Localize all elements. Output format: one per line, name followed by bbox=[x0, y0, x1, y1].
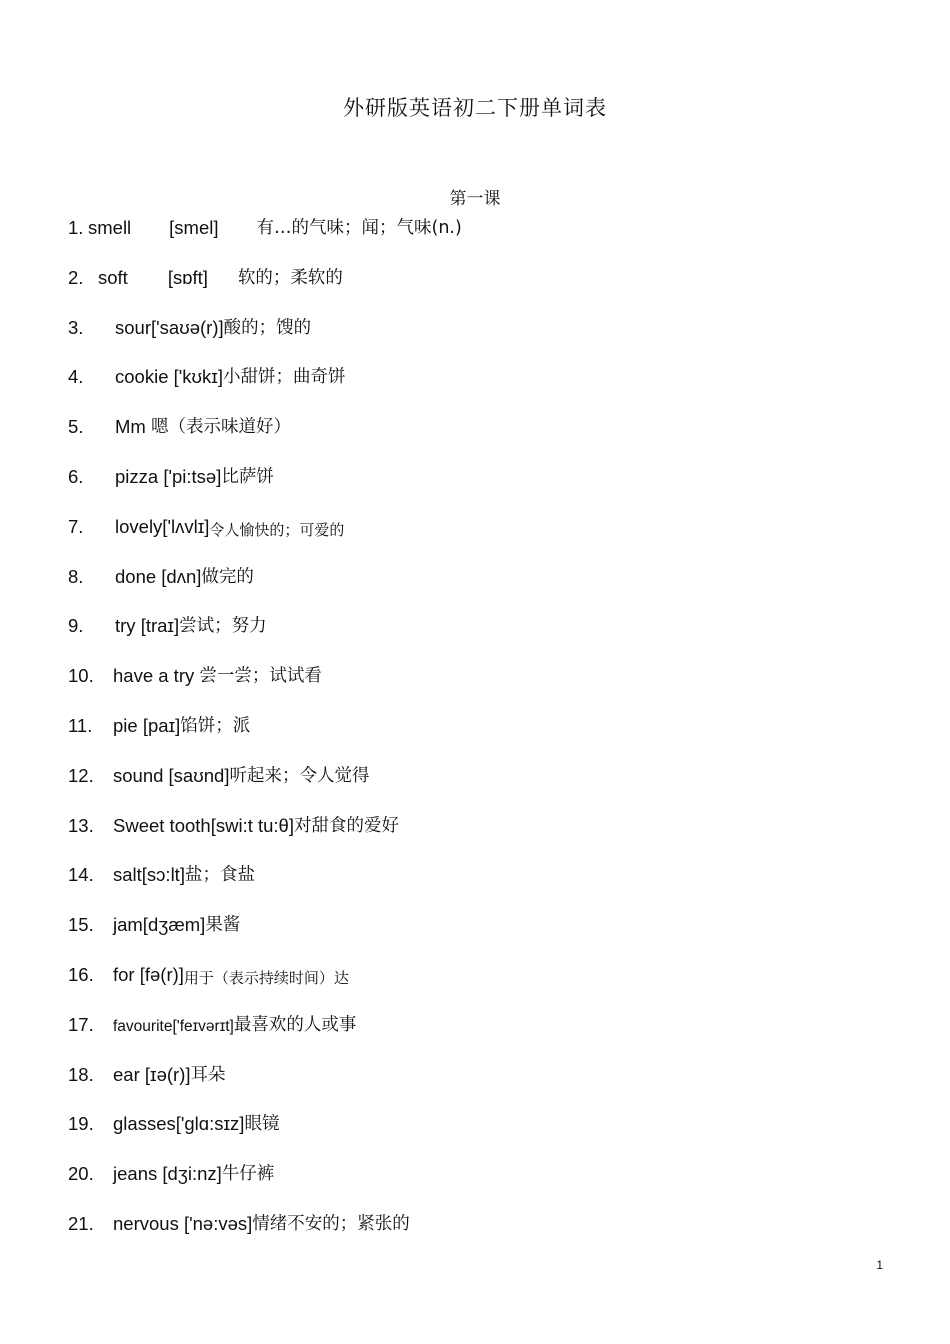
item-number: 3. bbox=[68, 316, 84, 338]
item-meaning: 尝一尝；试试看 bbox=[199, 666, 322, 687]
item-number: 20. bbox=[68, 1163, 94, 1185]
item-number: 13. bbox=[68, 814, 94, 836]
item-number: 15. bbox=[68, 914, 94, 936]
item-meaning: 眼镜 bbox=[244, 1114, 280, 1135]
item-word: Sweet tooth[swi:t tu:θ] bbox=[113, 814, 294, 836]
item-word: sound [saʊnd] bbox=[113, 764, 230, 786]
item-word: cookie ['kʊkɪ] bbox=[115, 366, 224, 388]
item-meaning: 果酱 bbox=[205, 915, 241, 936]
page-title: 外研版英语初二下册单词表 bbox=[343, 96, 607, 120]
item-word: favourite['feɪvərɪt] bbox=[113, 1017, 234, 1035]
list-item bbox=[68, 1160, 910, 1210]
item-meaning: 馅饼；派 bbox=[180, 715, 251, 736]
item-meaning: 耳朵 bbox=[190, 1064, 226, 1085]
list-item bbox=[68, 264, 910, 314]
item-word: soft bbox=[98, 266, 128, 288]
list-item bbox=[68, 314, 910, 364]
list-item bbox=[68, 961, 910, 1011]
item-meaning: 最喜欢的人或事 bbox=[233, 1014, 357, 1035]
item-number: 19. bbox=[68, 1113, 94, 1135]
item-number: 1. bbox=[68, 217, 84, 238]
item-number: 6. bbox=[68, 465, 84, 487]
list-item bbox=[68, 413, 910, 463]
item-number: 16. bbox=[68, 963, 94, 985]
item-number: 21. bbox=[68, 1212, 94, 1234]
item-word: pie [paɪ] bbox=[113, 714, 181, 736]
item-word: jam[dʒæm] bbox=[113, 914, 206, 936]
item-number: 9. bbox=[68, 615, 84, 637]
item-meaning: 小甜饼；曲奇饼 bbox=[223, 367, 346, 388]
list-item bbox=[68, 1011, 910, 1061]
list-item bbox=[68, 1210, 910, 1260]
item-meaning: 盐；食盐 bbox=[184, 865, 255, 886]
list-item bbox=[68, 612, 910, 662]
word-list bbox=[68, 214, 910, 1260]
item-word: have a try bbox=[113, 665, 200, 687]
list-item bbox=[68, 463, 910, 513]
section-title: 第一课 bbox=[449, 189, 501, 209]
list-item bbox=[68, 513, 910, 563]
item-word: lovely['lʌvlɪ] bbox=[115, 515, 210, 537]
item-number: 18. bbox=[68, 1063, 94, 1085]
item-word: smell bbox=[88, 217, 132, 238]
list-item bbox=[68, 563, 910, 613]
item-meaning: 牛仔裤 bbox=[221, 1164, 275, 1185]
item-meaning: 对甜食的爱好 bbox=[293, 815, 399, 836]
page-number: 1 bbox=[876, 1258, 883, 1272]
list-item bbox=[68, 911, 910, 961]
list-item bbox=[68, 1061, 910, 1111]
list-item bbox=[68, 662, 910, 712]
item-meaning: 用于（表示持续时间）达 bbox=[183, 968, 349, 987]
item-number: 5. bbox=[68, 416, 84, 438]
item-number: 11. bbox=[68, 714, 93, 736]
item-number: 7. bbox=[68, 515, 84, 537]
item-number: 8. bbox=[68, 565, 84, 587]
item-meaning: 做完的 bbox=[201, 566, 254, 587]
item-meaning: 软的；柔软的 bbox=[237, 267, 343, 288]
item-number: 4. bbox=[68, 366, 84, 388]
item-word: for [fə(r)] bbox=[113, 963, 184, 985]
item-phonetic: [smel] bbox=[169, 217, 219, 238]
list-item bbox=[68, 1110, 910, 1160]
item-word: jeans [dʒi:nz] bbox=[113, 1163, 222, 1185]
item-word: sour['saʊə(r)] bbox=[115, 316, 224, 338]
item-word: done [dʌn] bbox=[115, 565, 202, 587]
list-item bbox=[68, 712, 910, 762]
item-word: glasses['glɑ:sɪz] bbox=[113, 1113, 245, 1135]
item-number: 14. bbox=[68, 864, 94, 886]
item-word: Mm bbox=[115, 416, 151, 438]
item-word: pizza ['pi:tsə] bbox=[115, 465, 222, 487]
item-word: try [traɪ] bbox=[115, 615, 180, 637]
item-meaning: 有…的气味；闻；气味(n.) bbox=[256, 218, 462, 238]
list-item bbox=[68, 861, 910, 911]
list-item bbox=[68, 363, 910, 413]
list-item bbox=[68, 812, 910, 862]
item-number: 12. bbox=[68, 764, 94, 786]
item-number: 10. bbox=[68, 665, 94, 687]
item-meaning: 令人愉快的；可爱的 bbox=[209, 520, 345, 539]
item-word: ear [ɪə(r)] bbox=[113, 1063, 191, 1085]
item-number: 2. bbox=[68, 266, 84, 288]
item-meaning: 听起来；令人觉得 bbox=[229, 765, 370, 786]
item-meaning: 酸的；馊的 bbox=[223, 317, 312, 338]
item-word: nervous ['nə:vəs] bbox=[113, 1212, 253, 1234]
item-number: 17. bbox=[68, 1013, 94, 1035]
item-word: salt[sɔ:lt] bbox=[113, 864, 185, 886]
item-phonetic: [sɒft] bbox=[167, 266, 208, 288]
item-meaning: 比萨饼 bbox=[221, 466, 274, 487]
item-meaning: 嗯（表示味道好） bbox=[150, 417, 291, 438]
list-item bbox=[68, 214, 910, 264]
item-meaning: 情绪不安的；紧张的 bbox=[252, 1213, 410, 1234]
item-meaning: 尝试；努力 bbox=[179, 616, 267, 637]
list-item bbox=[68, 762, 910, 812]
